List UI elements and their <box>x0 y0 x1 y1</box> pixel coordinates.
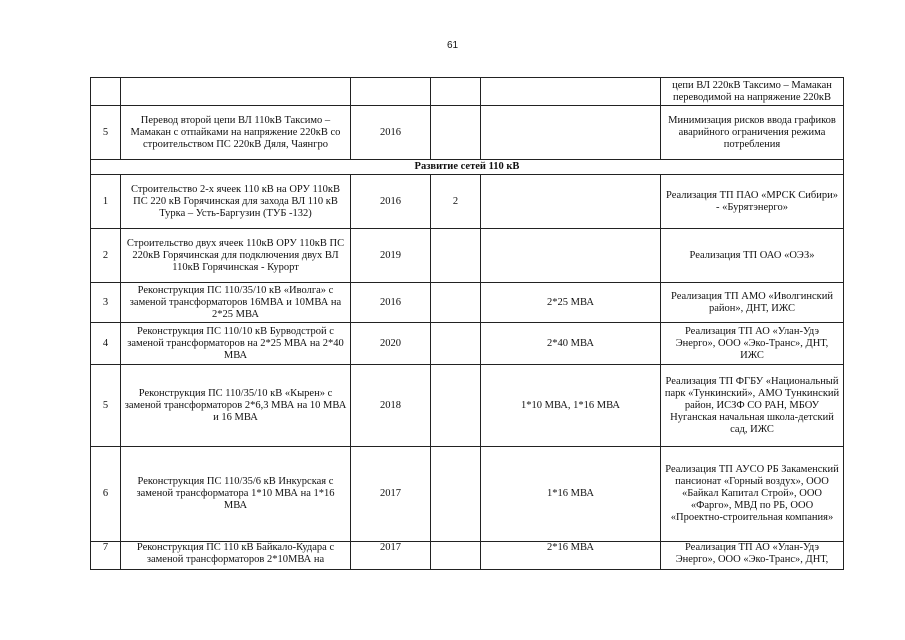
cell-number: 5 <box>91 106 121 160</box>
cell-year: 2017 <box>351 542 431 570</box>
cell-purpose: Реализация ТП ОАО «ОЭЗ» <box>661 229 844 283</box>
cell-number: 7 <box>91 542 121 570</box>
cell-name: Перевод второй цепи ВЛ 110кВ Таксимо – Мамакан с отпайками на напряжение 220кВ со строительством ПС 220кВ Дяля, Чаянгро <box>121 106 351 160</box>
cell-qty <box>431 229 481 283</box>
section-row <box>91 160 844 175</box>
cell-qty <box>431 323 481 365</box>
table-row <box>91 542 844 570</box>
table-row <box>91 78 844 106</box>
cell-year: 2019 <box>351 229 431 283</box>
cell-year <box>351 78 431 106</box>
cell-power <box>481 106 661 160</box>
page-number: 61 <box>446 40 459 51</box>
cell-purpose: цепи ВЛ 220кВ Таксимо – Мамакан переводимой на напряжение 220кВ <box>661 78 844 106</box>
cell-qty <box>431 542 481 570</box>
cell-power <box>481 78 661 106</box>
table-row <box>91 283 844 323</box>
cell-power: 1*10 МВА, 1*16 МВА <box>481 365 661 447</box>
cell-name: Реконструкция ПС 110/10 кВ Бурводстрой с заменой трансформаторов на 2*25 МВА на 2*40 МВА <box>121 323 351 365</box>
cell-year: 2017 <box>351 447 431 542</box>
cell-purpose: Минимизация рисков ввода графиков аварийного ограничения режима потребления <box>661 106 844 160</box>
table-row <box>91 323 844 365</box>
table-row <box>91 365 844 447</box>
cell-year: 2016 <box>351 283 431 323</box>
cell-name: Реконструкция ПС 110/35/6 кВ Инкурская с заменой трансформатора 1*10 МВА на 1*16 МВА <box>121 447 351 542</box>
cell-name: Строительство двух ячеек 110кВ ОРУ 110кВ ПС 220кВ Горячинская для подключения двух ВЛ 110кВ Горячинская - Курорт <box>121 229 351 283</box>
cell-number: 5 <box>91 365 121 447</box>
cell-purpose: Реализация ТП ПАО «МРСК Сибири» - «Бурятэнерго» <box>661 175 844 229</box>
cell-number: 6 <box>91 447 121 542</box>
cell-year: 2018 <box>351 365 431 447</box>
cell-year: 2016 <box>351 106 431 160</box>
projects-table <box>90 77 844 570</box>
cell-name: Реконструкция ПС 110/35/10 кВ «Иволга» с заменой трансформаторов 16МВА и 10МВА на 2*25 МВА <box>121 283 351 323</box>
cell-number: 3 <box>91 283 121 323</box>
cell-name: Строительство 2-х ячеек 110 кВ на ОРУ 110кВ ПС 220 кВ Горячинская для захода ВЛ 110 кВ Турка – Усть-Баргузин (ТУБ -132) <box>121 175 351 229</box>
cell-year: 2016 <box>351 175 431 229</box>
cell-number: 4 <box>91 323 121 365</box>
cell-qty <box>431 283 481 323</box>
cell-number: 2 <box>91 229 121 283</box>
cell-qty <box>431 365 481 447</box>
table-row <box>91 229 844 283</box>
section-title: Развитие сетей 110 кВ <box>91 160 844 175</box>
cell-power: 2*40 МВА <box>481 323 661 365</box>
cell-purpose: Реализация ТП АМО «Иволгинский район», ДНТ, ИЖС <box>661 283 844 323</box>
cell-purpose: Реализация ТП АО «Улан-Удэ Энерго», ООО «Эко-Транс», ДНТ, <box>661 542 844 570</box>
table-row <box>91 447 844 542</box>
cell-power: 2*16 МВА <box>481 542 661 570</box>
cell-power: 2*25 МВА <box>481 283 661 323</box>
cell-purpose: Реализация ТП АО «Улан-Удэ Энерго», ООО «Эко-Транс», ДНТ, ИЖС <box>661 323 844 365</box>
cell-name: Реконструкция ПС 110/35/10 кВ «Кырен» с заменой трансформаторов 2*6,3 МВА на 10 МВА и 16 МВА <box>121 365 351 447</box>
cell-purpose: Реализация ТП АУСО РБ Закаменский пансионат «Горный воздух», ООО «Байкал Капитал Строй», ООО «Фарго», МВД по РБ, ООО «Проектно-строительная компания» <box>661 447 844 542</box>
table-row <box>91 175 844 229</box>
cell-name: Реконструкция ПС 110 кВ Байкало-Кудара с заменой трансформаторов 2*10МВА на <box>121 542 351 570</box>
cell-year: 2020 <box>351 323 431 365</box>
cell-name <box>121 78 351 106</box>
cell-qty <box>431 447 481 542</box>
cell-purpose: Реализация ТП ФГБУ «Национальный парк «Тункинский», АМО Тункинский район, ИСЗФ СО РАН, МБОУ Нуганская начальная школа-детский сад, ИЖС <box>661 365 844 447</box>
cell-qty <box>431 78 481 106</box>
cell-qty <box>431 106 481 160</box>
cell-qty: 2 <box>431 175 481 229</box>
cell-power <box>481 175 661 229</box>
cell-power: 1*16 МВА <box>481 447 661 542</box>
cell-number <box>91 78 121 106</box>
cell-number: 1 <box>91 175 121 229</box>
cell-power <box>481 229 661 283</box>
table-row <box>91 106 844 160</box>
